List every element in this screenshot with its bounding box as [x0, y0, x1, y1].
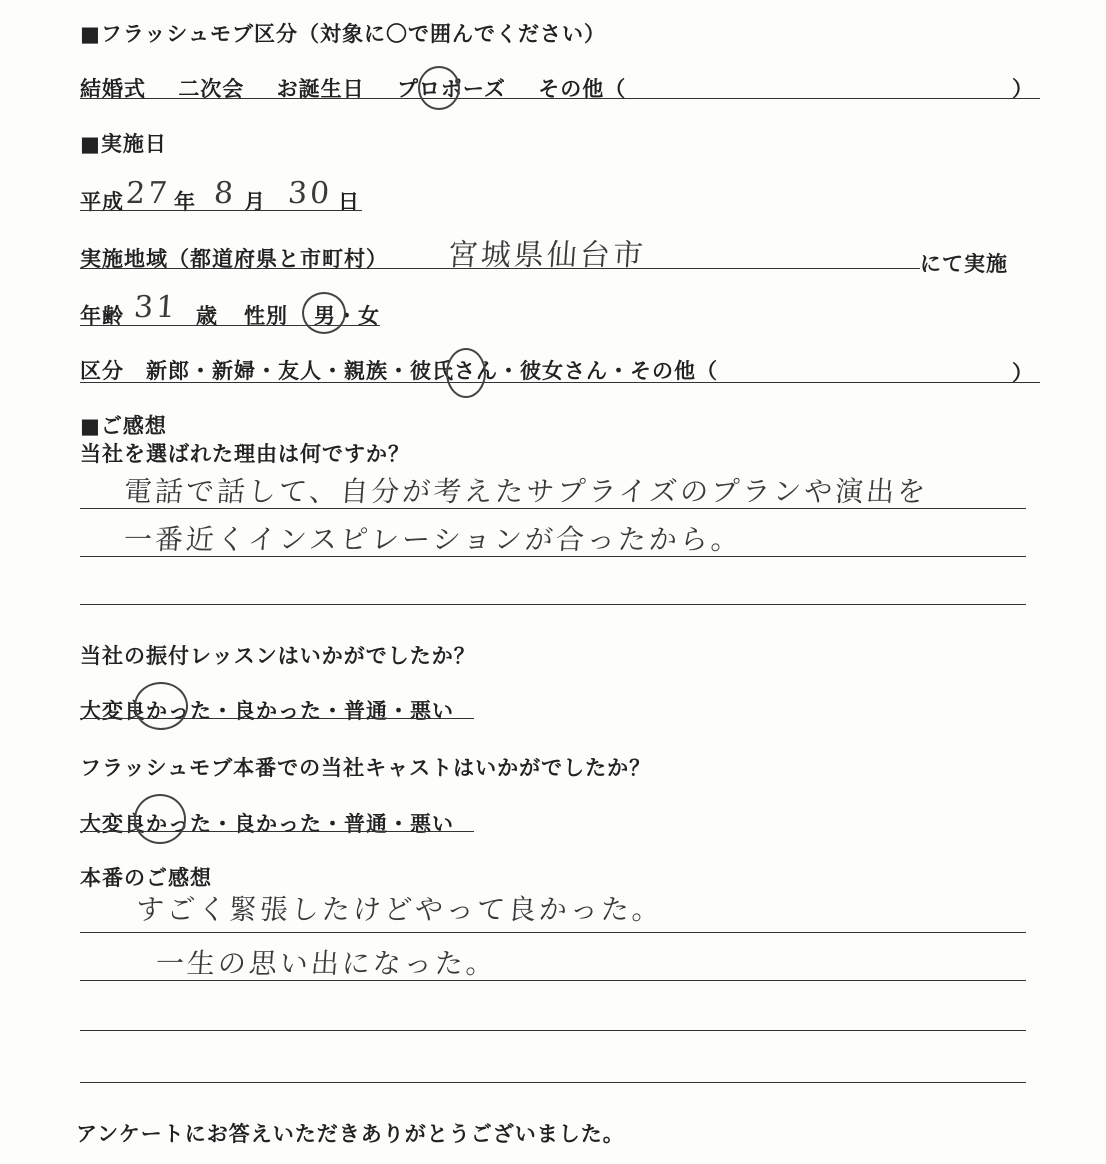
date-underline — [80, 210, 362, 211]
region-label: 実施地域（都道府県と市町村） — [80, 247, 388, 271]
category-close-paren: ） — [1012, 361, 1033, 385]
category-selected-circle — [446, 348, 486, 398]
answer-reason-rule-2 — [80, 556, 1026, 557]
answer-reason-rule-3 — [80, 604, 1026, 605]
date-day-handwritten: 30 — [286, 176, 334, 211]
category-underline — [80, 382, 1040, 383]
gender-options: 男・女 — [314, 304, 380, 328]
answer-reason-line-2: 一番近くインスピレーションが合ったから。 — [122, 523, 744, 556]
section-heading-date: ■実施日 — [80, 132, 167, 156]
question-lesson: 当社の振付レッスンはいかがでしたか？ — [80, 644, 476, 668]
age-label: 年齢 — [80, 304, 124, 328]
option-proposal: プロポーズ — [396, 77, 506, 101]
cast-rating-options: 大変良かった・良かった・普通・悪い — [80, 812, 454, 836]
gender-selected-circle — [302, 292, 346, 334]
answer-performance-rule-1 — [80, 932, 1026, 933]
age-unit: 歳 — [196, 304, 218, 328]
answer-performance-rule-4 — [80, 1082, 1026, 1083]
answer-performance-line-1: すごく緊張したけどやって良かった。 — [134, 893, 665, 926]
date-month-unit: 月 — [244, 190, 266, 214]
answer-performance-rule-2 — [80, 980, 1026, 981]
section-heading-category: ■フラッシュモブ区分（対象に〇で囲んでください） — [80, 22, 606, 46]
lesson-rating-selected-circle — [134, 682, 188, 730]
thank-you-note: アンケートにお答えいただきありがとうございました。 — [76, 1122, 625, 1146]
date-month-handwritten: 8 — [212, 176, 238, 211]
option-afterparty: 二次会 — [178, 77, 245, 101]
selected-mark-circle — [418, 66, 460, 110]
gender-label: 性別 — [244, 304, 288, 328]
question-reason: 当社を選ばれた理由は何ですか？ — [80, 442, 410, 466]
answer-reason-rule-1 — [80, 508, 1026, 509]
date-day-unit: 日 — [338, 190, 360, 214]
section-heading-impressions: ■ご感想 — [80, 414, 167, 438]
question-cast: フラッシュモブ本番での当社キャストはいかがでしたか？ — [80, 756, 652, 780]
region-handwritten: 宮城県仙台市 — [446, 238, 647, 273]
category-label: 区分 — [80, 359, 124, 383]
answer-performance-line-2: 一生の思い出になった。 — [154, 947, 499, 980]
close-paren: ） — [1012, 77, 1033, 101]
date-era: 平成 — [80, 190, 124, 214]
answer-reason-line-1: 電話で話して、自分が考えたサプライズのプランや演出を — [122, 475, 930, 508]
option-other: その他（ — [538, 77, 627, 101]
answer-performance-rule-3 — [80, 1030, 1026, 1031]
region-underline — [80, 268, 920, 269]
question-performance: 本番のご感想 — [80, 866, 212, 890]
date-year-unit: 年 — [174, 190, 196, 214]
cast-rating-selected-circle — [134, 794, 186, 844]
event-type-underline — [80, 98, 1040, 99]
age-handwritten: 31 — [132, 290, 180, 325]
option-wedding: 結婚式 — [80, 77, 146, 101]
region-suffix: にて実施 — [920, 252, 1008, 276]
category-options: 新郎・新婦・友人・親族・彼氏さん・彼女さん・その他（ — [146, 359, 718, 383]
option-birthday: お誕生日 — [276, 77, 365, 101]
date-year-handwritten: 27 — [124, 176, 172, 211]
lesson-rating-options: 大変良かった・良かった・普通・悪い — [80, 699, 454, 723]
